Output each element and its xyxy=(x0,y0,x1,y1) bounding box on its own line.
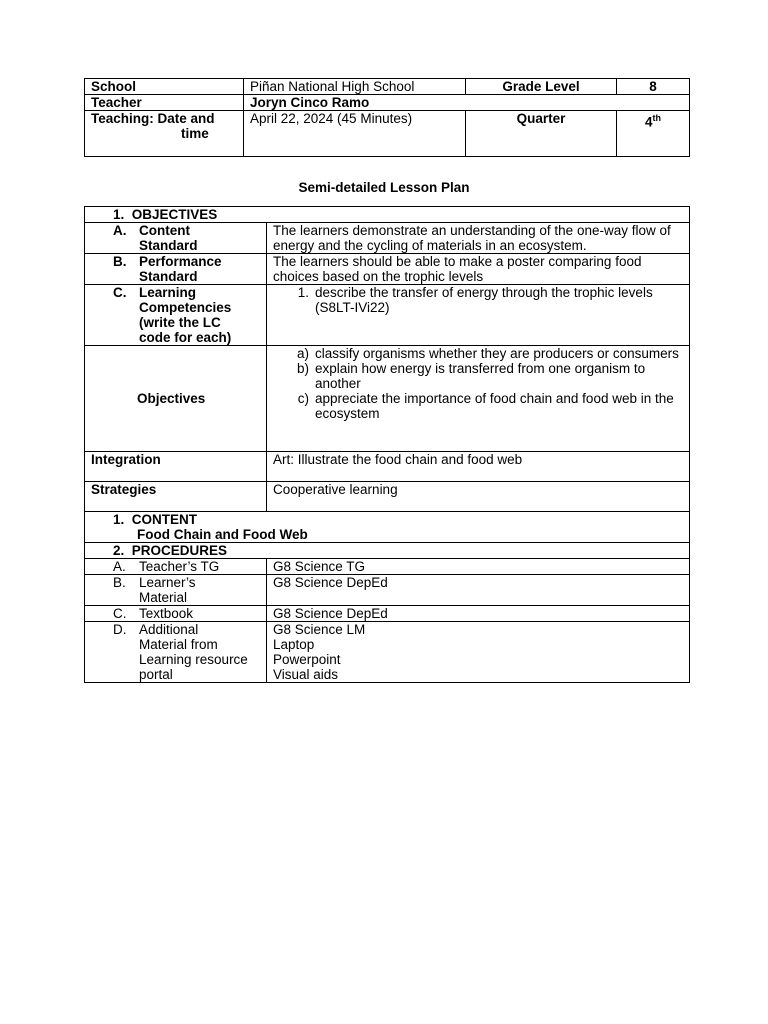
learning-competencies-label-line1 xyxy=(113,285,260,300)
content-standard-row xyxy=(85,223,690,254)
procedure-label-line1 xyxy=(113,622,260,637)
content-standard-label-line1 xyxy=(113,223,260,238)
list-item xyxy=(273,391,683,421)
procedure-value-line1: G8 Science DepEd xyxy=(273,575,388,590)
procedure-label-text1: Teacher’s TG xyxy=(139,559,220,574)
performance-standard-row xyxy=(85,254,690,285)
list-item xyxy=(273,361,683,391)
list-item-text: explain how energy is transferred from one organism to another xyxy=(315,361,646,391)
procedure-label-line2: Material from xyxy=(139,637,218,652)
procedure-value xyxy=(267,559,690,575)
learning-competencies-label-line2: Competencies xyxy=(139,300,232,315)
procedure-label-line2: Material xyxy=(139,590,188,605)
procedure-label xyxy=(85,575,267,606)
integration-value: Art: Illustrate the food chain and food web xyxy=(267,452,690,482)
date-row xyxy=(85,111,690,157)
quarter-number: 4 xyxy=(644,114,653,130)
content-num: 1. xyxy=(113,512,125,527)
procedure-label xyxy=(85,559,267,575)
procedure-label-line1 xyxy=(113,606,260,621)
procedure-label-line4: portal xyxy=(139,667,173,682)
performance-standard-value: The learners should be able to make a poster comparing food choices based on the trophic levels xyxy=(267,254,690,285)
strategies-row xyxy=(85,482,690,512)
procedure-label-line1 xyxy=(113,559,260,574)
procedures-num: 2. xyxy=(113,543,125,558)
list-item-mark: 1. xyxy=(297,285,309,300)
header-table xyxy=(84,78,690,157)
procedure-label-line1 xyxy=(113,575,260,590)
content-row xyxy=(85,512,690,543)
date-value: April 22, 2024 (45 Minutes) xyxy=(244,111,466,157)
list-item xyxy=(273,285,683,315)
lesson-plan-table xyxy=(84,206,690,683)
learning-competencies-label-line3: (write the LC xyxy=(139,315,221,330)
learning-competencies-value xyxy=(267,285,690,346)
content-standard-label-line2: Standard xyxy=(139,238,198,253)
grade-level-value: 8 xyxy=(617,79,690,95)
content-standard-mark: A. xyxy=(113,223,127,238)
teacher-value: Joryn Cinco Ramo xyxy=(244,95,690,111)
list-item-text: classify organisms whether they are producers or consumers xyxy=(315,346,679,361)
content-standard-label-text1: Content xyxy=(139,223,190,238)
objectives-list xyxy=(273,346,683,421)
procedure-value-line1: G8 Science DepEd xyxy=(273,606,388,621)
quarter-suffix: th xyxy=(652,113,661,123)
learning-competencies-label xyxy=(85,285,267,346)
content-section xyxy=(85,512,690,543)
performance-standard-label-line2: Standard xyxy=(139,269,198,284)
procedures-title: PROCEDURES xyxy=(131,543,228,558)
school-value: Piñan National High School xyxy=(244,79,466,95)
date-label-line1: Teaching: Date and xyxy=(91,111,215,126)
procedure-value-line2: Laptop xyxy=(273,637,315,652)
learning-competencies-mark: C. xyxy=(113,285,127,300)
procedure-value-line4: Visual aids xyxy=(273,667,339,682)
performance-standard-label-line1 xyxy=(113,254,260,269)
procedure-value xyxy=(267,575,690,606)
performance-standard-label xyxy=(85,254,267,285)
content-topic: Food Chain and Food Web xyxy=(137,527,308,542)
list-item-mark: c) xyxy=(297,391,309,406)
strategies-label: Strategies xyxy=(85,482,267,512)
procedure-label-text1: Additional xyxy=(139,622,199,637)
content-standard-value: The learners demonstrate an understanding of the one-way flow of energy and the cycling of materials in an ecosystem. xyxy=(267,223,690,254)
list-item-text: appreciate the importance of food chain and food web in the ecosystem xyxy=(315,391,674,421)
objectives-heading xyxy=(85,207,690,223)
objectives-heading-row xyxy=(85,207,690,223)
procedure-row-teachers-tg xyxy=(85,559,690,575)
procedure-value-line3: Powerpoint xyxy=(273,652,341,667)
strategies-value: Cooperative learning xyxy=(267,482,690,512)
list-item-mark: b) xyxy=(296,361,309,376)
quarter-value xyxy=(617,111,690,157)
procedure-row-additional-material xyxy=(85,622,690,683)
objectives-title: OBJECTIVES xyxy=(131,207,218,222)
integration-row xyxy=(85,452,690,482)
procedure-value-line1: G8 Science TG xyxy=(273,559,366,574)
school-row xyxy=(85,79,690,95)
objectives-num: 1. xyxy=(113,207,125,222)
procedure-value xyxy=(267,606,690,622)
learning-competencies-label-line4: code for each) xyxy=(139,330,232,345)
procedure-mark: A. xyxy=(113,559,126,574)
list-item xyxy=(273,346,683,361)
teacher-row xyxy=(85,95,690,111)
content-standard-label xyxy=(85,223,267,254)
procedure-row-textbook xyxy=(85,606,690,622)
school-label: School xyxy=(85,79,244,95)
performance-standard-mark: B. xyxy=(113,254,127,269)
procedure-mark: B. xyxy=(113,575,126,590)
procedure-label-line3: Learning resource xyxy=(139,652,248,667)
grade-level-label: Grade Level xyxy=(466,79,617,95)
date-label xyxy=(85,111,244,157)
content-title: CONTENT xyxy=(131,512,198,527)
procedure-mark: C. xyxy=(113,606,127,621)
objectives-value xyxy=(267,346,690,452)
procedures-heading xyxy=(85,543,690,559)
procedure-label-text1: Learner’s xyxy=(139,575,196,590)
performance-standard-label-text1: Performance xyxy=(139,254,222,269)
list-item-mark: a) xyxy=(296,346,309,361)
date-label-line2: time xyxy=(181,126,209,141)
procedure-mark: D. xyxy=(113,622,127,637)
procedure-value-line1: G8 Science LM xyxy=(273,622,366,637)
procedure-row-learners-material xyxy=(85,575,690,606)
page-title: Semi-detailed Lesson Plan xyxy=(298,180,470,195)
learning-competencies-label-text1: Learning xyxy=(139,285,197,300)
procedure-label xyxy=(85,622,267,683)
procedures-heading-row xyxy=(85,543,690,559)
procedure-value xyxy=(267,622,690,683)
learning-competencies-row xyxy=(85,285,690,346)
objectives-row xyxy=(85,346,690,452)
content-heading xyxy=(113,512,683,527)
teacher-label: Teacher xyxy=(85,95,244,111)
quarter-label: Quarter xyxy=(466,111,617,157)
procedure-label xyxy=(85,606,267,622)
integration-label: Integration xyxy=(85,452,267,482)
procedure-label-text1: Textbook xyxy=(139,606,194,621)
list-item-text: describe the transfer of energy through the trophic levels (S8LT-IVi22) xyxy=(315,285,653,315)
learning-competencies-list xyxy=(273,285,683,315)
objectives-label: Objectives xyxy=(85,346,267,452)
